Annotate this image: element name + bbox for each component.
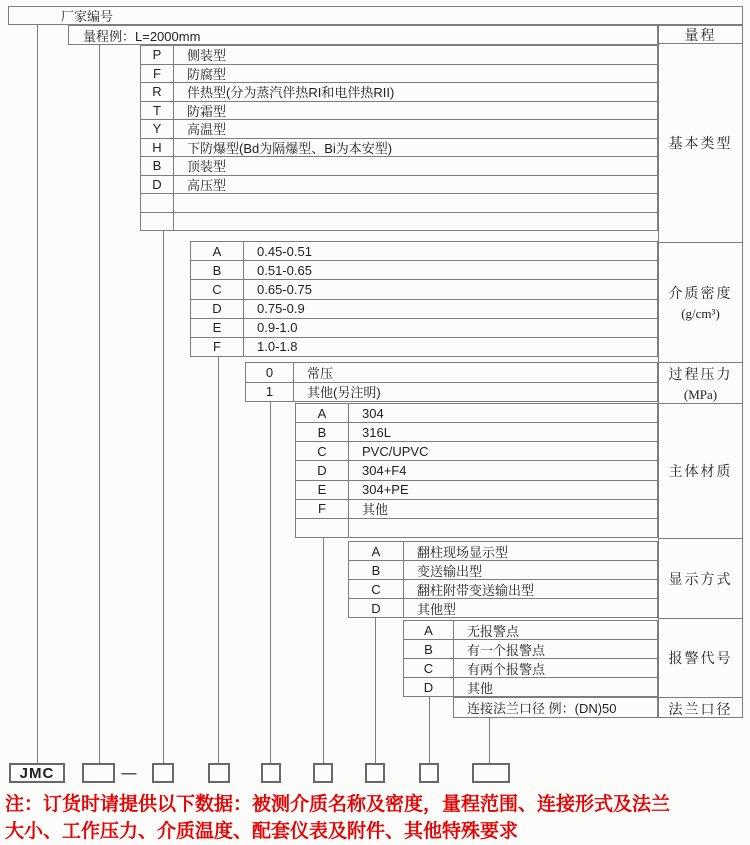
ordering-note-line2: 大小、工作压力、介质温度、配套仪表及附件、其他特殊要求 <box>5 821 519 842</box>
connector-line-factory <box>37 25 38 763</box>
table-row: D 304+F4 <box>296 461 657 480</box>
ordering-note <box>5 791 747 845</box>
table-row: C PVC/UPVC <box>296 442 657 461</box>
table-row: A 0.45-0.51 <box>191 242 657 261</box>
table-row: B 变送输出型 <box>349 561 657 580</box>
range-row <box>68 25 658 45</box>
side-label-column <box>658 25 743 718</box>
side-label-material: 主体材质 <box>659 404 742 539</box>
table-row: T 防霜型 <box>141 102 657 121</box>
model-prefix-box: JMC <box>9 763 65 783</box>
table-row-empty <box>296 519 657 537</box>
side-label-alarm: 报警代号 <box>659 619 742 698</box>
table-row: 1 其他(另注明) <box>246 383 657 402</box>
side-label-range: 量程 <box>659 26 742 44</box>
table-row: B 有一个报警点 <box>404 640 657 659</box>
code-box-material <box>313 763 333 783</box>
table-row: B 顶装型 <box>141 157 657 176</box>
table-row-empty <box>141 213 657 231</box>
table-row-empty <box>141 194 657 213</box>
table-row: D 其他型 <box>349 599 657 617</box>
side-label-basic-type: 基本类型 <box>659 44 742 243</box>
flange-size-text: 连接法兰口径 例：(DN)50 <box>467 701 617 716</box>
code-box-flange <box>472 763 510 783</box>
connector-line-pressure <box>270 402 271 763</box>
table-row: B 0.51-0.65 <box>191 261 657 280</box>
table-row: E 0.9-1.0 <box>191 319 657 338</box>
density-table <box>190 241 658 357</box>
table-row: C 翻柱附带变送输出型 <box>349 580 657 599</box>
table-row: D 其他 <box>404 678 657 696</box>
table-row: 0 常压 <box>246 363 657 383</box>
connector-line-range <box>99 45 100 763</box>
ordering-note-line1: 注：订货时请提供以下数据：被测介质名称及密度，量程范围、连接形式及法兰 <box>5 794 671 815</box>
factory-code-row <box>8 6 743 25</box>
code-box-pressure <box>261 763 281 783</box>
table-row: Y 高温型 <box>141 120 657 139</box>
display-mode-table <box>348 541 658 618</box>
model-code-separator: — <box>121 764 137 782</box>
table-row: D 0.75-0.9 <box>191 300 657 319</box>
code-box-range <box>82 763 115 783</box>
side-label-flange: 法兰口径 <box>668 702 733 718</box>
side-label-pressure: 过程压力 (MPa) <box>659 363 742 404</box>
table-row: R 伴热型(分为蒸汽伴热RI和电伴热RII) <box>141 83 657 102</box>
table-row: A 304 <box>296 404 657 423</box>
connector-line-flange <box>489 718 490 763</box>
table-row: C 0.65-0.75 <box>191 280 657 299</box>
code-box-alarm <box>419 763 439 783</box>
flange-size-row <box>453 697 658 718</box>
table-row: D 高压型 <box>141 176 657 195</box>
code-box-display <box>365 763 385 783</box>
side-label-density: 介质密度 (g/cm³) <box>659 243 742 363</box>
code-box-density <box>208 763 230 783</box>
alarm-code-table <box>403 620 658 697</box>
table-row: H 下防爆型(Bd为隔爆型、Bi为本安型) <box>141 139 657 158</box>
side-label-display: 显示方式 <box>659 539 742 619</box>
connector-line-material <box>323 538 324 763</box>
table-row: P 侧装型 <box>141 46 657 65</box>
table-row: A 翻柱现场显示型 <box>349 542 657 561</box>
connector-line-density <box>218 357 219 763</box>
factory-code-label: 厂家编号 <box>61 9 114 24</box>
code-box-basic-type <box>152 763 174 783</box>
table-row: F 1.0-1.8 <box>191 338 657 356</box>
table-row: A 无报警点 <box>404 621 657 640</box>
pressure-table <box>245 362 658 402</box>
basic-type-table <box>140 45 658 231</box>
range-example-text: 量程例：L=2000mm <box>83 28 201 44</box>
table-row: F 其他 <box>296 500 657 519</box>
connector-line-alarm <box>429 697 430 763</box>
table-row: C 有两个报警点 <box>404 659 657 678</box>
material-table <box>295 403 658 538</box>
connector-line-display <box>375 618 376 763</box>
table-row: E 304+PE <box>296 481 657 500</box>
connector-line-basic-type <box>163 231 164 763</box>
table-row: F 防腐型 <box>141 65 657 84</box>
table-row: B 316L <box>296 423 657 442</box>
